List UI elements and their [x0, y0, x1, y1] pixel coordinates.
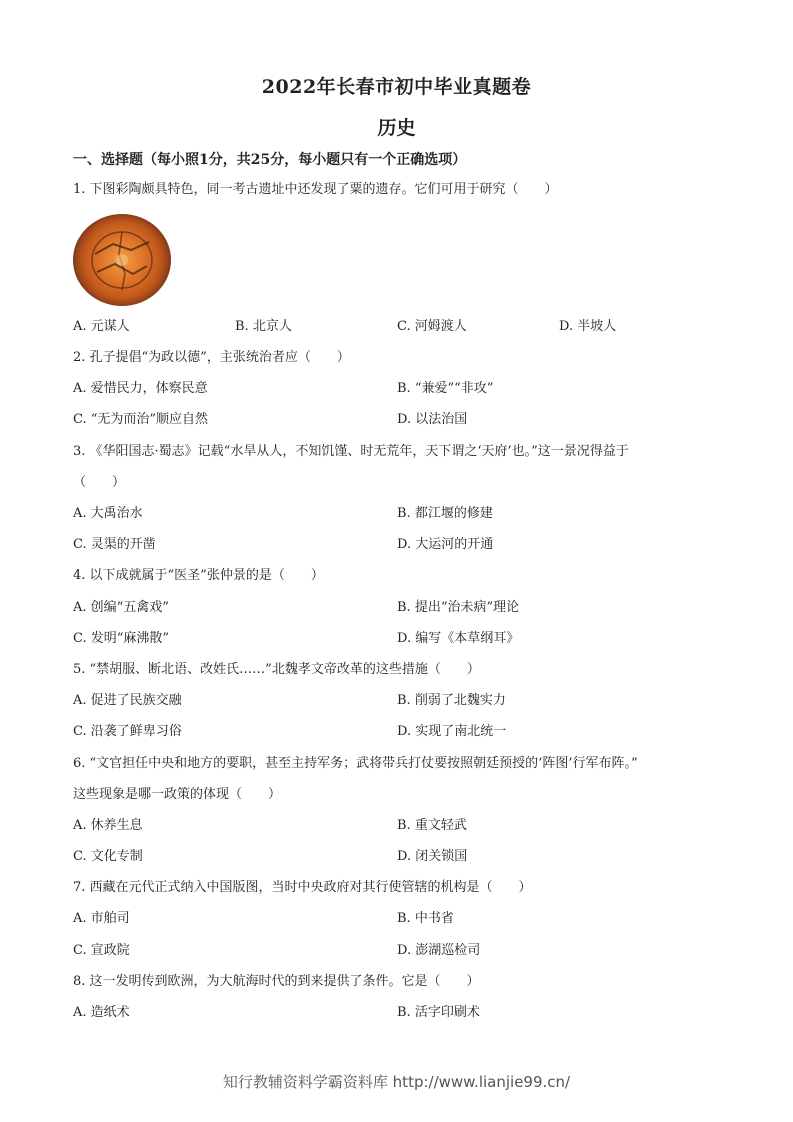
question-1-option-c[interactable]: C. 河姆渡人 — [397, 319, 467, 334]
subject-title: 历史 — [377, 117, 416, 139]
question-6-option-a[interactable]: A. 休养生息 — [73, 818, 143, 833]
question-1-option-d[interactable]: D. 半坡人 — [559, 319, 617, 334]
section-heading: 一、选择题（每小照1分，共25分，每小题只有一个正确选项） — [73, 152, 467, 168]
question-5-stem: 5. “禁胡服、断北语、改姓氏……”北魏孝文帝改革的这些措施（ ） — [73, 662, 480, 677]
question-7-option-c[interactable]: C. 宣政院 — [73, 943, 130, 958]
question-4-option-b[interactable]: B. 提出“治未病”理论 — [397, 600, 520, 615]
question-7-option-a[interactable]: A. 市舶司 — [73, 911, 130, 926]
question-5-option-a[interactable]: A. 促进了民族交融 — [73, 693, 182, 708]
question-7-option-b[interactable]: B. 中书省 — [397, 911, 454, 926]
question-4-option-d[interactable]: D. 编写《本草纲耳》 — [397, 631, 520, 646]
question-4-option-a[interactable]: A. 创编“五禽戏” — [73, 600, 169, 615]
footer-watermark: 知行教辅资料学霸资料库 http://www.lianjie99.cn/ — [222, 1073, 571, 1091]
question-3-option-d[interactable]: D. 大运河的开通 — [397, 537, 494, 552]
question-3-option-a[interactable]: A. 大禹治水 — [73, 506, 143, 521]
question-8-option-a[interactable]: A. 造纸术 — [73, 1005, 130, 1020]
question-5-option-b[interactable]: B. 削弱了北魏实力 — [397, 693, 506, 708]
question-3-option-b[interactable]: B. 都江堰的修建 — [397, 506, 493, 521]
painted-pottery-image — [73, 214, 171, 306]
question-6-stem-continued: 这些现象是哪一政策的体现（ ） — [73, 787, 282, 802]
question-2-option-d[interactable]: D. 以法治国 — [397, 412, 468, 427]
question-3-stem: 3. 《华阳国志·蜀志》记载“水旱从人，不知饥馑、时无荒年，天下谓之‘天府’也。”这一景况得益于 — [73, 444, 629, 459]
question-4-option-c[interactable]: C. 发明“麻沸散” — [73, 631, 170, 646]
question-8-stem: 8. 这一发明传到欧洲，为大航海时代的到来提供了条件。它是（ ） — [73, 974, 480, 989]
question-1-option-b[interactable]: B. 北京人 — [235, 319, 292, 334]
question-1-stem: 1. 下图彩陶颇具特色，同一考古遗址中还发现了粟的遗存。它们可用于研究（ ） — [73, 182, 558, 197]
question-3-option-c[interactable]: C. 灵渠的开凿 — [73, 537, 156, 552]
question-3-stem-continued: （ ） — [73, 475, 126, 490]
question-8-option-b[interactable]: B. 活字印刷术 — [397, 1005, 480, 1020]
question-2-option-b[interactable]: B. “兼爱”“非攻” — [397, 381, 494, 396]
question-5-option-c[interactable]: C. 沿袭了鲜卑习俗 — [73, 724, 182, 739]
question-1-option-a[interactable]: A. 元谋人 — [73, 319, 130, 334]
question-2-stem: 2. 孔子提倡“为政以德”，主张统治者应（ ） — [73, 350, 350, 365]
question-6-option-d[interactable]: D. 闭关锁国 — [397, 849, 468, 864]
question-7-stem: 7. 西藏在元代正式纳入中国版图，当时中央政府对其行使管辖的机构是（ ） — [73, 880, 532, 895]
question-5-option-d[interactable]: D. 实现了南北统一 — [397, 724, 507, 739]
question-2-option-a[interactable]: A. 爱惜民力，体察民意 — [73, 381, 208, 396]
question-2-option-c[interactable]: C. “无为而治”顺应自然 — [73, 412, 209, 427]
question-7-option-d[interactable]: D. 澎湖巡检司 — [397, 943, 481, 958]
page-title: 2022年长春市初中毕业真题卷 — [261, 76, 532, 98]
question-4-stem: 4. 以下成就属于“医圣”张仲景的是（ ） — [73, 568, 324, 583]
question-6-stem: 6. “文官担任中央和地方的要职，甚至主持军务；武将带兵打仗要按照朝廷预授的‘阵图’行军布阵。” — [73, 756, 638, 771]
question-6-option-c[interactable]: C. 文化专制 — [73, 849, 143, 864]
question-6-option-b[interactable]: B. 重文轻武 — [397, 818, 467, 833]
